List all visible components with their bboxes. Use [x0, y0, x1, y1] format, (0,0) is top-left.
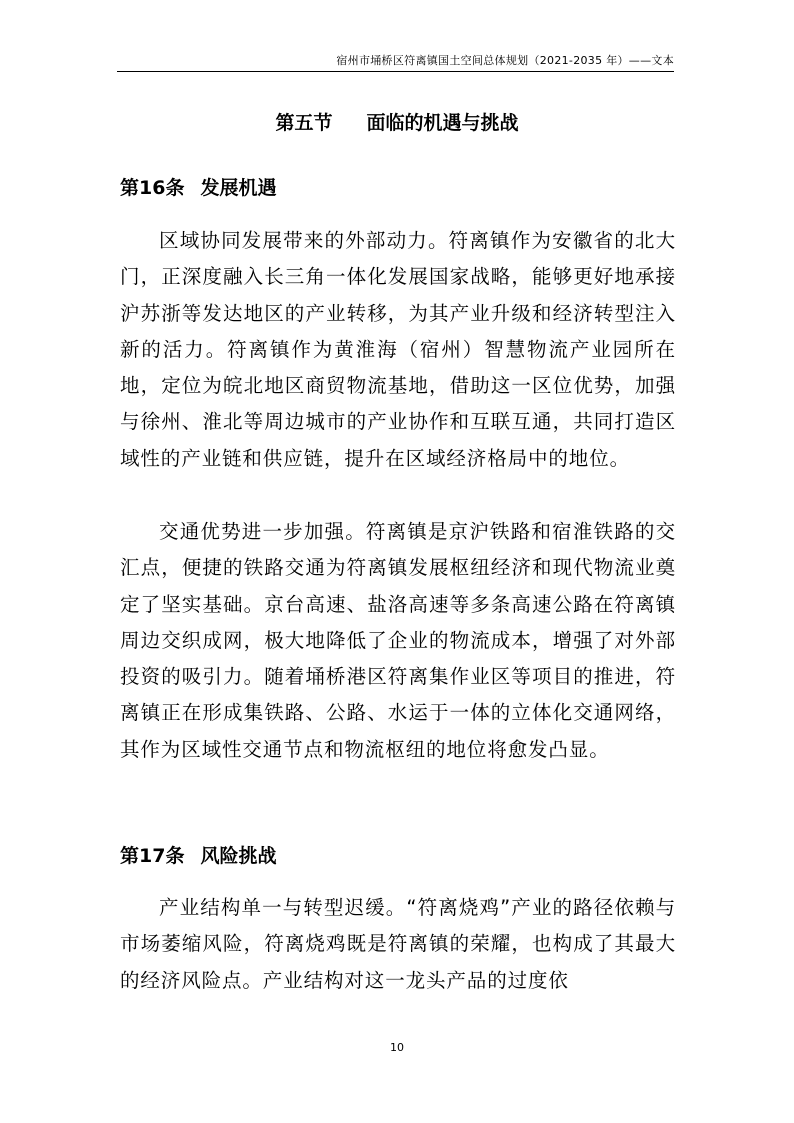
section-label: 第五节 [275, 112, 333, 134]
article-label: 第16条 [120, 177, 185, 199]
paragraph: 交通优势进一步加强。符离镇是京沪铁路和宿淮铁路的交汇点，便捷的铁路交通为符离镇发展枢纽经济和现代物流业奠定了坚实基础。京台高速、盐洛高速等多条高速公路在符离镇周边交织成网，极大地降低了企业的物流成本，增强了对外部投资的吸引力。随着埇桥港区符离集作业区等项目的推进，符离镇正在形成集铁路、公路、水运于一体的立体化交通网络，其作为区域性交通节点和物流枢纽的地位将愈发凸显。 [120, 520, 676, 761]
paragraph: 产业结构单一与转型迟缓。“符离烧鸡”产业的路径依赖与市场萎缩风险，符离烧鸡既是符离镇的荣耀，也构成了其最大的经济风险点。产业结构对这一龙头产品的过度依 [120, 896, 676, 992]
article-label: 第17条 [120, 845, 185, 867]
page-number: 10 [390, 1041, 404, 1054]
running-header: 宿州市埇桥区符离镇国土空间总体规划（2021-2035 年）——文本 [336, 54, 674, 67]
section-title: 面临的机遇与挑战 [366, 112, 519, 134]
paragraph: 区域协同发展带来的外部动力。符离镇作为安徽省的北大门，正深度融入长三角一体化发展国家战略，能够更好地承接沪苏浙等发达地区的产业转移，为其产业升级和经济转型注入新的活力。符离镇作为黄淮海（宿州）智慧物流产业园所在地，定位为皖北地区商贸物流基地，借助这一区位优势，加强与徐州、淮北等周边城市的产业协作和互联互通，共同打造区域性的产业链和供应链，提升在区域经济格局中的地位。 [120, 229, 676, 470]
section-heading [0, 110, 794, 136]
header-divider [117, 71, 674, 72]
article-heading [120, 175, 276, 201]
article-title: 风险挑战 [200, 845, 277, 867]
article-title: 发展机遇 [200, 177, 277, 199]
article-heading [120, 843, 276, 869]
